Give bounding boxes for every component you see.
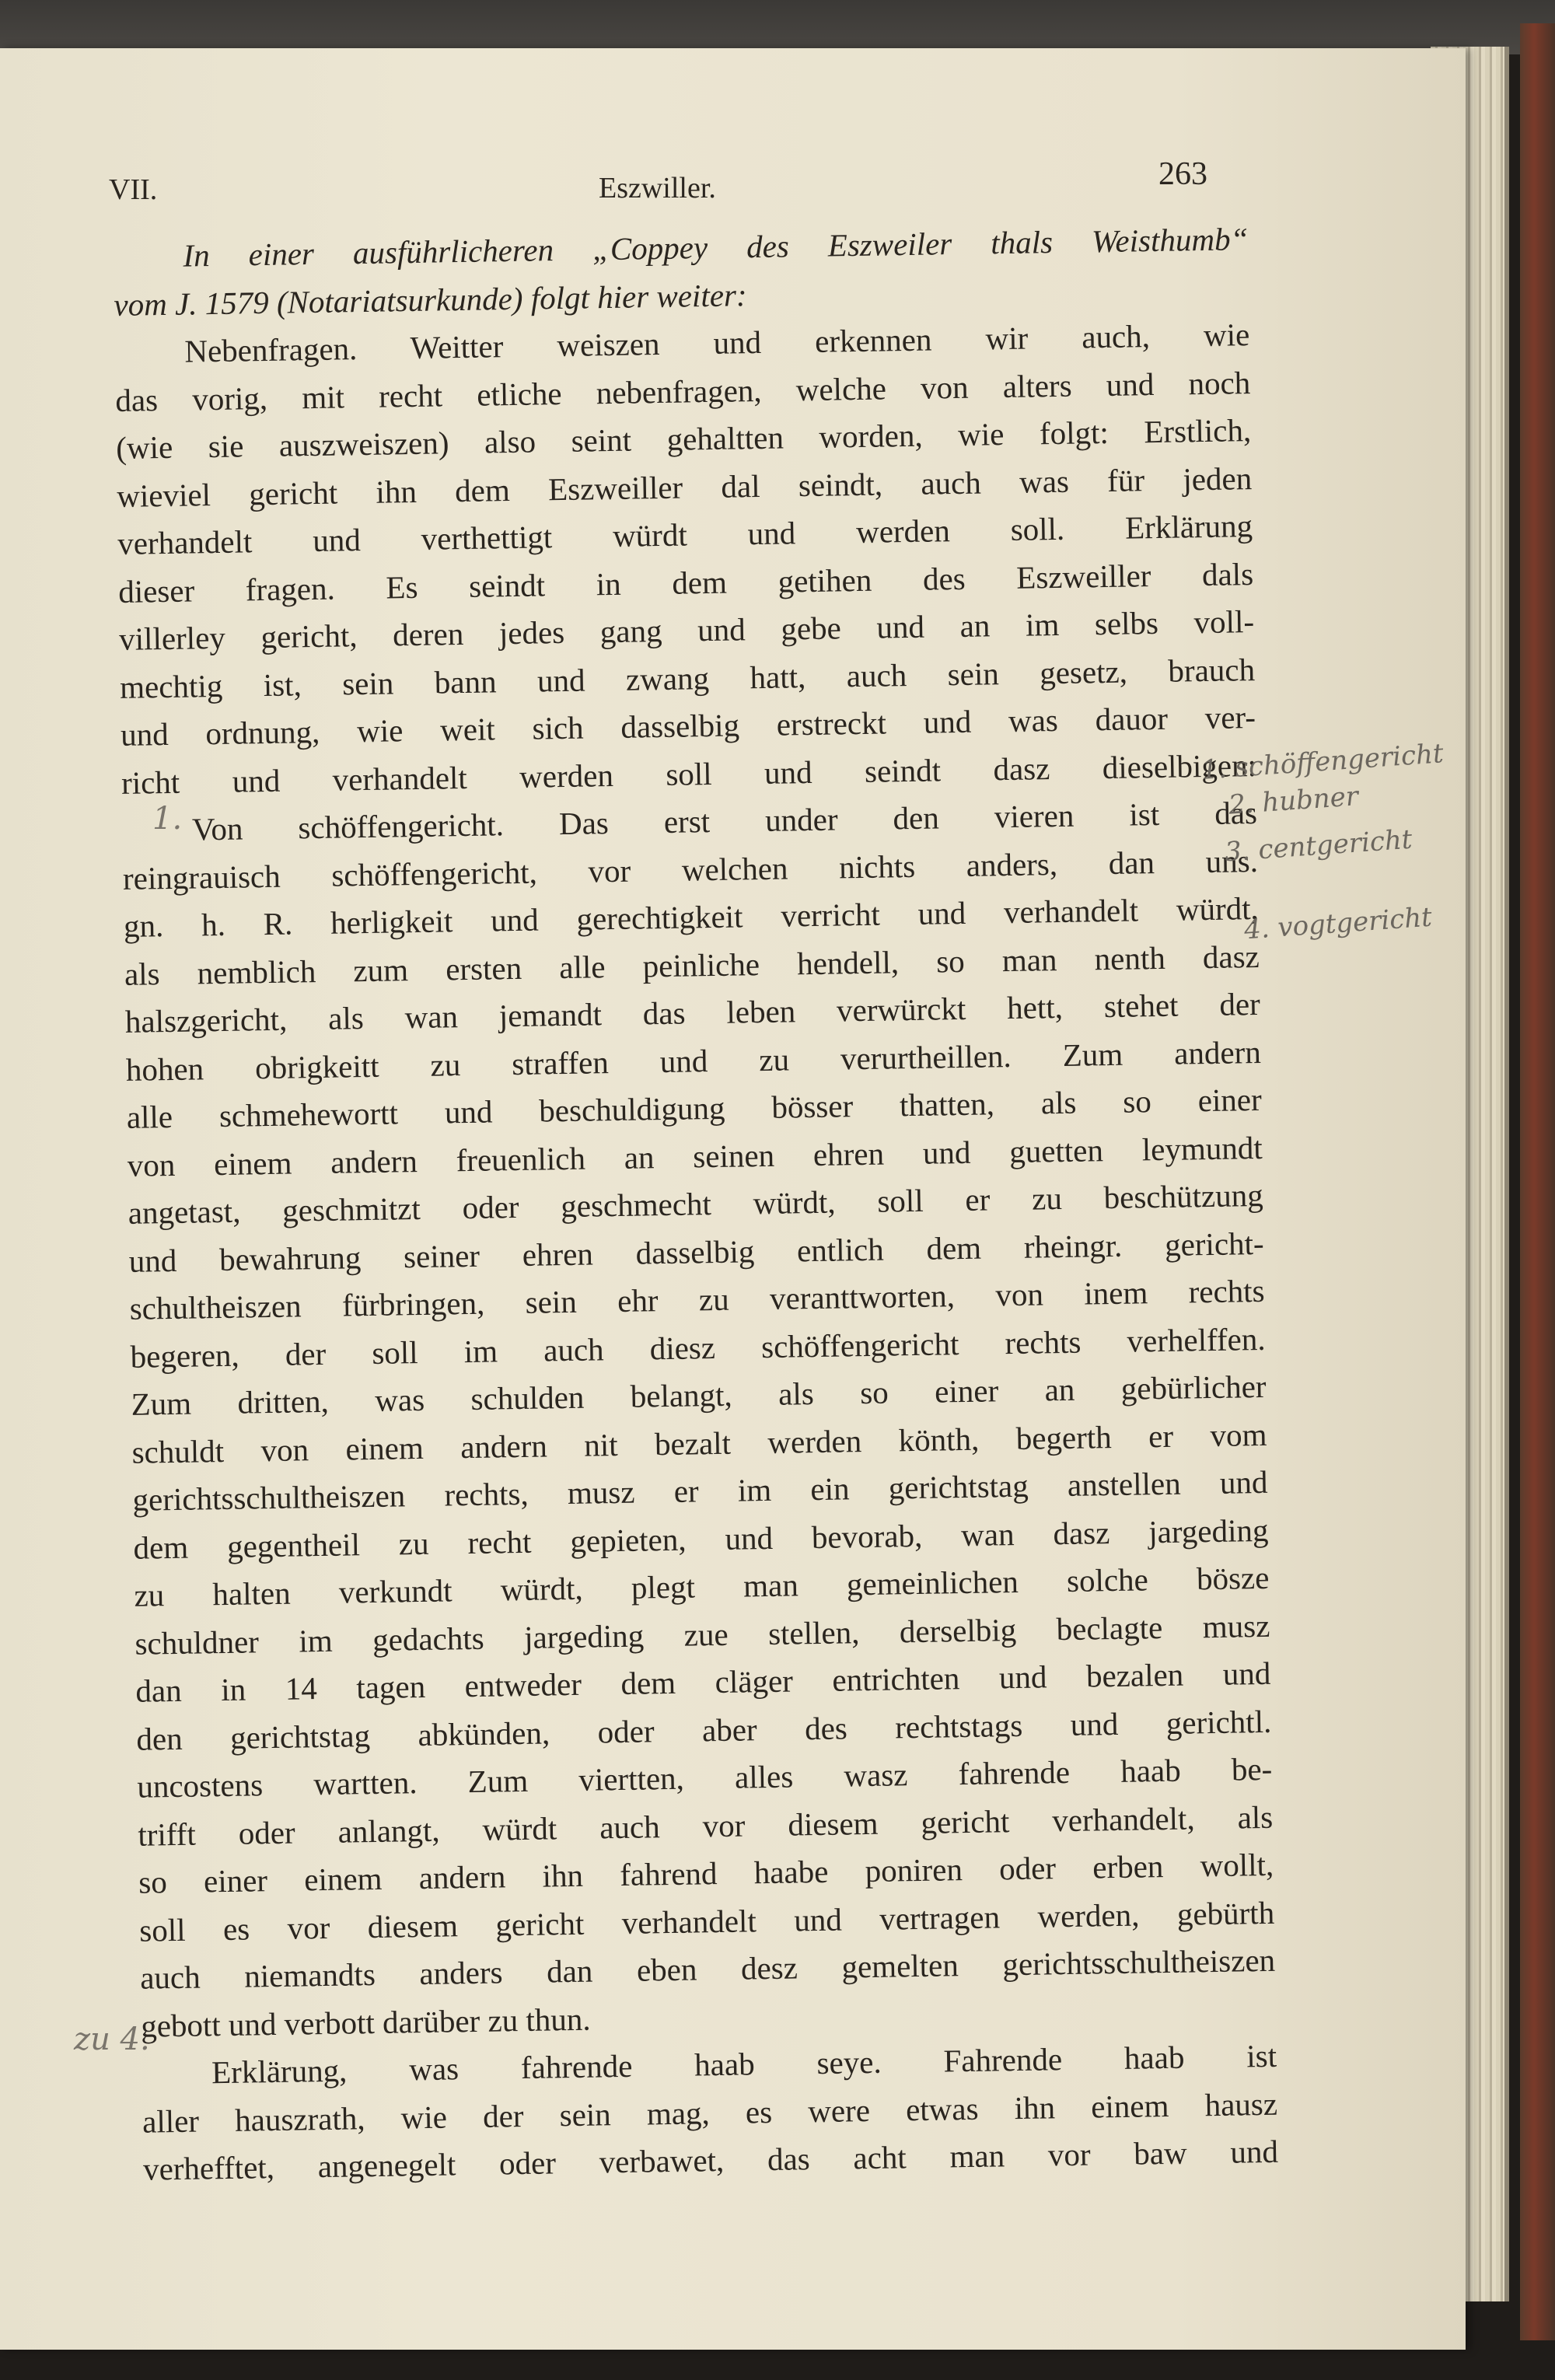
text-line: zu halten verkundt würdt, plegt man gemeinlichen solche bösze (134, 1559, 1270, 1613)
text-line: dan in 14 tagen entweder dem cläger entrichten und bezalen und (135, 1655, 1271, 1709)
text-line: begeren, der soll im auch diesz schöffengericht rechts verhelffen. (130, 1320, 1266, 1375)
text-line: angetast, geschmitzt oder geschmecht würdt, soll er zu beschützung (128, 1176, 1263, 1231)
text-line: Von schöffengericht. Das erst under den vieren ist das (191, 794, 1258, 848)
text-line: schuldner im gedachts jargeding zue stellen, derselbig beclagte musz (135, 1607, 1270, 1662)
text-line: richt und verhandelt werden soll und seindt dasz dieselbigen: (121, 746, 1257, 801)
text-line: mechtig ist, sein bann und zwang hatt, auch sein gesetz, brauch (119, 651, 1256, 705)
text-line: Zum dritten, was schulden belangt, als so einer an gebürlicher (131, 1368, 1267, 1422)
pencil-number: 1. (152, 801, 183, 837)
text-line: wieviel gericht ihn dem Eszweiller dal seindt, auch was für jeden (116, 460, 1253, 514)
page-body (113, 215, 1278, 2193)
text-line: und bewahrung seiner ehren dasselbig entlich dem rheingr. gericht- (128, 1225, 1264, 1279)
text-line: von einem andern freuenlich an seinen ehren und guetten leymundt (127, 1129, 1263, 1183)
text-line: (wie sie auszweiszen) also seint gehaltten worden, wie folgt: Erstlich, (115, 412, 1252, 466)
margin-note: 2. hubner (1227, 781, 1360, 821)
margin-note: 4. vogtgericht (1242, 901, 1434, 946)
text-line: trifft oder anlangt, würdt auch vor diesem gericht verhandelt, als (137, 1798, 1274, 1853)
text-line: schultheiszen fürbringen, sein ehr zu veranttworten, von inem rechts (129, 1272, 1265, 1326)
text-line: reingrauisch schöffengericht, vor welchen nichts anders, dan uns. (122, 842, 1259, 896)
text-line: gerichtsschultheiszen rechts, musz er im ein gerichtstag anstellen und (132, 1463, 1268, 1518)
chapter-number: VII. (109, 173, 158, 206)
text-line: den gerichtstag abkünden, oder aber des rechtstags und gerichtl. (136, 1703, 1272, 1757)
margin-note: 1. schöffengericht (1200, 738, 1445, 786)
text-line: hohen obrigkeitt zu straffen und zu verurtheillen. Zum andern (125, 1033, 1262, 1088)
text-line: dieser fragen. Es seindt in dem getihen des Eszweiller dals (117, 555, 1254, 610)
text-line: gebott und verbott darüber zu thun. (140, 2001, 591, 2044)
text-line: und ordnung, wie weit sich dasselbig erstreckt und was dauor ver- (120, 698, 1256, 753)
text-line: aller hauszrath, wie der sein mag, es were etwas ihn einem hausz (142, 2085, 1278, 2140)
text-line: halszgericht, als wan jemandt das leben verwürckt hett, stehet der (124, 985, 1261, 1040)
book-cover-top (0, 0, 1555, 54)
text-line: auch niemandts anders dan eben desz gemelten gerichtsschultheiszen (139, 1941, 1276, 1996)
text-line: vom J. 1579 (Notariatsurkunde) folgt hier weiter: (114, 276, 747, 323)
running-title: Eszwiller. (599, 172, 716, 204)
text-line: so einer einem andern ihn fahrend haabe poniren oder erben wollt, (138, 1846, 1274, 1900)
text-line: verhandelt und verthettigt würdt und werden soll. Erklärung (117, 508, 1253, 561)
text-line: gn. h. R. herligkeit und gerechtigkeit verricht und verhandelt würdt, (123, 889, 1260, 944)
text-line: Erklärung, was fahrende haab seye. Fahrende haab ist (211, 2037, 1277, 2091)
text-line: schuldt von einem andern nit bezalt werden könth, begerth er vom (131, 1416, 1267, 1470)
text-line: als nemblich zum ersten alle peinliche hendell, so man nenth dasz (124, 938, 1260, 992)
text-line: villerley gericht, deren jedes gang und gebe und an im selbs voll- (118, 603, 1255, 657)
text-line: dem gegentheil zu recht gepieten, und bevorab, wan dasz jargeding (133, 1512, 1269, 1566)
text-line: soll es vor diesem gericht verhandelt und vertragen werden, gebürth (138, 1894, 1275, 1948)
text-line: alle schmehewortt und beschuldigung bösser thatten, als so einer (126, 1081, 1263, 1135)
pencil-note: zu 4. (74, 2022, 150, 2057)
book-cover-edge (1520, 23, 1555, 2340)
page-header (109, 156, 1236, 206)
text-line: das vorig, mit recht etliche nebenfragen, welche von alters und noch (115, 364, 1251, 418)
text-line: In einer ausführlicheren „Coppey des Eszweiler thals Weisthumb“ (183, 221, 1249, 274)
page-number: 263 (1158, 156, 1207, 192)
text-line: verhefftet, angenegelt oder verbawet, das acht man vor baw und (142, 2133, 1279, 2187)
margin-note: 3. centgericht (1223, 823, 1413, 868)
text-line: uncostens wartten. Zum viertten, alles wasz fahrende haab be- (137, 1750, 1273, 1805)
text-line: Nebenfragen. Weitter weiszen und erkennen wir auch, wie (184, 316, 1250, 369)
